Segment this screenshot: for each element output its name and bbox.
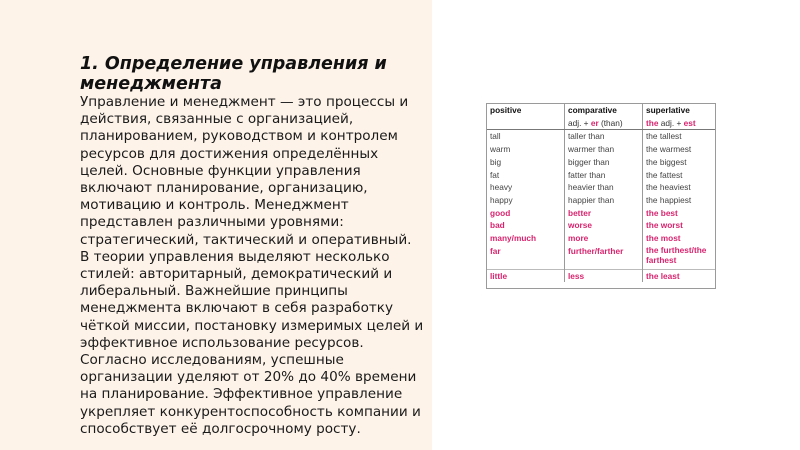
cell-comparative: happier than bbox=[565, 194, 643, 207]
cell-positive: tall bbox=[490, 131, 501, 142]
rule-text: adj. + bbox=[658, 117, 684, 128]
table-row-irregular bbox=[487, 232, 715, 245]
table-row-irregular bbox=[487, 207, 715, 220]
cell-comparative: heavier than bbox=[565, 181, 643, 194]
cell-superlative: the happiest bbox=[643, 194, 716, 207]
rule-superlative bbox=[643, 117, 716, 130]
rule-suffix: er bbox=[590, 117, 599, 128]
cell-comparative: less bbox=[565, 269, 643, 282]
cell-comparative: taller than bbox=[565, 130, 643, 143]
cell-positive: warm bbox=[490, 144, 511, 155]
cell-superlative: the biggest bbox=[643, 156, 716, 169]
cell-positive: good bbox=[490, 207, 511, 218]
cell-comparative: worse bbox=[565, 219, 643, 232]
table-row-irregular bbox=[487, 269, 715, 282]
slide-body-text: Управление и менеджмент — это процессы и действия, связанные с организацией, планированием, руководством и контролем ресурсов для достижения определённых целей. Основные функции управления включают планирование, организацию, мотивацию и контроль. Менеджмент представлен различными уровнями: стратегический, тактический и оперативный. В теории управления выделяют несколько стилей: авторитарный, демократический и либеральный. Важнейшие принципы менеджмента включают в себя разработку чёткой миссии, постановку измеримых целей и эффективное использование ресурсов. Согласно исследованиям, успешные организации уделяют от 20% до 40% времени на планирование. Эффективное управление укрепляет конкурентоспособность компании и способствует её долгосрочному росту. bbox=[80, 94, 424, 437]
table-row bbox=[487, 194, 715, 207]
table-rule-row bbox=[487, 117, 715, 130]
cell-superlative: the heaviest bbox=[643, 181, 716, 194]
slide-title: 1. Определение управления и менеджмента bbox=[80, 54, 387, 94]
cell-positive: bad bbox=[490, 220, 505, 231]
table-row bbox=[487, 130, 715, 143]
cell-positive: happy bbox=[490, 194, 513, 205]
comparatives-table bbox=[487, 104, 715, 282]
cell-comparative: warmer than bbox=[565, 143, 643, 156]
cell-superlative: the least bbox=[643, 269, 716, 282]
comparatives-table-image bbox=[486, 103, 716, 289]
cell-positive: little bbox=[487, 269, 565, 282]
cell-comparative: fatter than bbox=[565, 169, 643, 182]
cell-comparative: better bbox=[565, 207, 643, 220]
table-row bbox=[487, 181, 715, 194]
cell-superlative: the most bbox=[643, 232, 716, 245]
table-row bbox=[487, 169, 715, 182]
header-positive: positive bbox=[490, 105, 522, 115]
cell-superlative: the best bbox=[643, 207, 716, 220]
cell-comparative: more bbox=[565, 232, 643, 245]
cell-superlative: the worst bbox=[643, 219, 716, 232]
rule-cell-empty bbox=[487, 117, 565, 130]
cell-positive: fat bbox=[490, 169, 500, 180]
table-row bbox=[487, 143, 715, 156]
rule-text: (than) bbox=[598, 117, 623, 128]
table-row bbox=[487, 156, 715, 169]
rule-comparative bbox=[565, 117, 643, 130]
header-superlative: superlative bbox=[643, 104, 716, 117]
cell-positive: many/much bbox=[490, 233, 537, 244]
table-header-row bbox=[487, 104, 715, 117]
cell-positive: heavy bbox=[490, 182, 513, 193]
rule-suffix: est bbox=[683, 117, 696, 128]
cell-superlative: the fattest bbox=[643, 169, 716, 182]
cell-superlative: the furthest/the farthest bbox=[643, 245, 716, 270]
table-row-irregular bbox=[487, 219, 715, 232]
cell-comparative: bigger than bbox=[565, 156, 643, 169]
table-row-irregular bbox=[487, 245, 715, 270]
cell-superlative: the tallest bbox=[643, 130, 716, 143]
cell-comparative: further/farther bbox=[565, 245, 643, 270]
rule-text: adj. + bbox=[568, 117, 591, 128]
cell-positive: far bbox=[490, 245, 501, 256]
cell-superlative: the warmest bbox=[643, 143, 716, 156]
rule-article: the bbox=[646, 117, 659, 128]
header-comparative: comparative bbox=[565, 104, 643, 117]
cell-positive: big bbox=[490, 156, 502, 167]
